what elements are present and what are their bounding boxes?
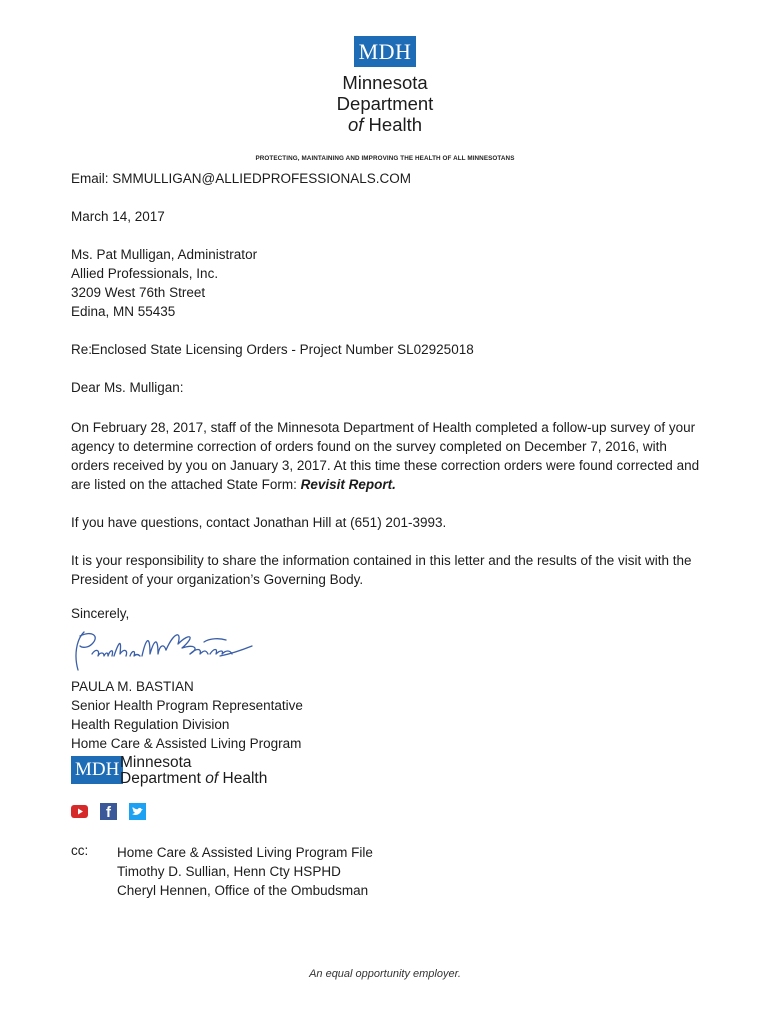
footer-logo-department: Department of Health [120,770,268,787]
mdh-logo-mark: MDH [354,36,417,67]
paragraph-2: If you have questions, contact Jonathan Hill at (651) 201-3993. [71,515,447,530]
paragraph-1 [71,418,701,494]
re-label: Re: [71,342,93,357]
cc-item: Home Care & Assisted Living Program File [117,845,373,860]
re-subject: Enclosed State Licensing Orders - Project Number SL02925018 [91,342,474,357]
mdh-footer-logo-mark: MDH [71,756,123,784]
logo-line-health [0,114,770,135]
revisit-report-emphasis: Revisit Report. [300,477,396,492]
logo-of: of [347,114,364,135]
recipient-line: 3209 West 76th Street [71,285,206,300]
letter-date: March 14, 2017 [71,209,165,224]
mdh-footer-wordmark [120,755,267,787]
header-logo [0,36,770,135]
twitter-icon[interactable] [129,803,146,820]
closing: Sincerely, [71,606,130,621]
logo-wordmark [0,72,770,135]
signer-division: Health Regulation Division [71,717,230,732]
footer-logo-minnesota: Minnesota [120,754,192,771]
salutation: Dear Ms. Mulligan: [71,380,184,395]
signature [70,626,260,674]
recipient-line: Edina, MN 55435 [71,304,176,319]
logo-line-minnesota: Minnesota [342,72,428,93]
paragraph-3: It is your responsibility to share the information contained in this letter and the results of the visit with the President of your organization’s Governing Body. [71,553,692,587]
equal-opportunity-footer: An equal opportunity employer. [309,968,461,980]
cc-list [117,843,373,900]
tagline: PROTECTING, MAINTAINING AND IMPROVING THE HEALTH OF ALL MINNESOTANS [255,155,515,162]
logo-line-department: Department [336,93,434,114]
recipient-line: Ms. Pat Mulligan, Administrator [71,247,258,262]
email-line: Email: SMMULLIGAN@ALLIEDPROFESSIONALS.COM [71,171,412,186]
signer-name: PAULA M. BASTIAN [71,679,194,694]
recipient-line: Allied Professionals, Inc. [71,266,219,281]
cc-label: cc: [71,843,89,858]
signer-title: Senior Health Program Representative [71,698,303,713]
paragraph-1-text: On February 28, 2017, staff of the Minnesota Department of Health completed a follow-up survey of your agency to determine correction of orders found on the survey completed on December 7, 2016, with orders received by you on January 3, 2017. At this time these correction orders were found corrected and are listed on the attached State Form: [71,420,700,492]
cc-item: Timothy D. Sullian, Henn Cty HSPHD [117,864,341,879]
logo-health: Health [363,114,423,135]
signer-program: Home Care & Assisted Living Program [71,736,302,751]
facebook-icon[interactable]: f [100,803,117,820]
cc-item: Cheryl Hennen, Office of the Ombudsman [117,883,369,898]
youtube-icon[interactable] [71,803,88,820]
